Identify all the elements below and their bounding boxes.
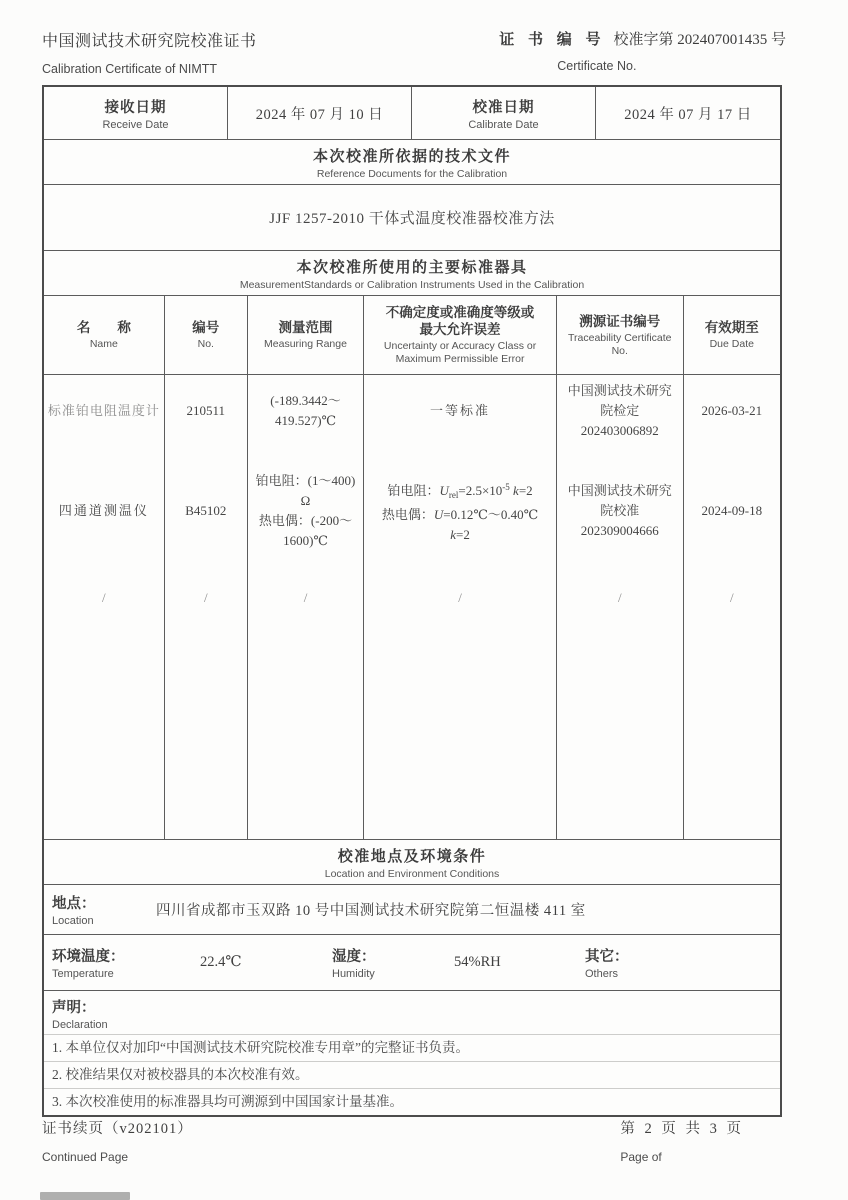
column-header-range-cn: 测量范围	[278, 320, 333, 335]
column-header-uncertainty-en: Uncertainty or Accuracy Class or Maximum Permissible Error	[383, 340, 537, 365]
standard2-trace-line2: 院校准	[600, 503, 640, 518]
column-header-traceability-en: Traceability Certificate No.	[568, 331, 672, 357]
calibrate-date-label-cell	[412, 87, 596, 139]
humidity-label-cn: 湿度：	[332, 949, 376, 965]
document-header	[42, 28, 786, 76]
column-header-range	[248, 296, 364, 374]
standard2-range-line2: Ω	[300, 493, 311, 508]
standard2-due: 2024-09-18	[701, 503, 763, 518]
document-title-cn: 中国测试技术研究院校准证书	[42, 33, 257, 50]
standard2-range-line4: 1600)℃	[283, 533, 328, 548]
temperature-label	[44, 945, 164, 980]
standard2-name: 四通道测温仪	[58, 503, 149, 518]
standard2-uncertainty-line3	[450, 525, 470, 545]
unc1-symbol: U	[439, 483, 449, 498]
column-header-due-date-cn: 有效期至	[704, 320, 759, 335]
range-column	[248, 375, 364, 839]
standard1-range-line1: (-189.3442～	[270, 393, 341, 408]
receive-date-value-cell	[228, 87, 412, 139]
receive-date-label-cn: 接收日期	[104, 99, 167, 116]
standard3-range: /	[303, 590, 308, 605]
temperature-label-en: Temperature	[52, 968, 114, 980]
temperature-label-cn: 环境温度：	[52, 949, 125, 965]
column-header-range-en: Measuring Range	[264, 338, 347, 350]
standard1-trace-line1: 中国测试技术研究	[567, 383, 672, 398]
standard2-uncertainty-line1	[387, 477, 532, 505]
certificate-number-label-en: Certificate No.	[557, 59, 637, 73]
unc1-subscript: rel	[448, 490, 459, 500]
declaration-item-2: 2. 校准结果仅对被校器具的本次校准有效。	[44, 1061, 780, 1088]
calibrate-date-value-cell	[596, 87, 780, 139]
standard1-trace-line2: 院检定	[600, 403, 640, 418]
humidity-label-en: Humidity	[332, 968, 375, 980]
location-label-cn: 地点：	[52, 896, 96, 912]
standards-table-body	[44, 374, 780, 839]
unc2-rest: =0.12℃～0.40℃	[443, 507, 539, 522]
dates-row	[44, 87, 780, 139]
certificate-number-value: 校准字第 202407001435 号	[613, 32, 786, 48]
unc2-symbol: U	[433, 507, 444, 522]
calibrate-date-value: 2024 年 07 月 17 日	[624, 106, 752, 123]
humidity-value: 54%RH	[454, 954, 501, 970]
standards-table-header	[44, 295, 780, 374]
continued-page-cn: 证书续页（v202101）	[42, 1121, 193, 1137]
reference-title-cn: 本次校准所依据的技术文件	[312, 149, 511, 165]
standard2-trace-line3: 202309004666	[580, 523, 659, 538]
standard3-no: /	[203, 590, 208, 605]
certificate-table	[42, 85, 782, 1117]
standard2-no: B45102	[185, 503, 227, 518]
uncertainty-column	[364, 375, 557, 839]
unc3-k: k	[450, 527, 457, 542]
scan-artifact	[40, 1192, 130, 1200]
footer-left	[42, 1117, 193, 1164]
no-column	[165, 375, 248, 839]
declaration-item-1: 1. 本单位仅对加印“中国测试技术研究院校准专用章”的完整证书负责。	[44, 1034, 780, 1061]
declaration-label-en: Declaration	[52, 1019, 108, 1031]
certificate-number-line	[499, 28, 786, 49]
column-header-name-cn: 名 称	[76, 320, 131, 335]
column-header-uncertainty-cn1: 不确定度或准确度等级或	[385, 305, 535, 320]
due-date-column	[684, 375, 780, 839]
page-number-cn: 第 2 页 共 3 页	[620, 1121, 744, 1137]
reference-title-en: Reference Documents for the Calibration	[316, 168, 508, 180]
footer-right	[620, 1117, 786, 1164]
humidity-label	[324, 945, 412, 980]
others-label	[577, 945, 780, 980]
unc1-k: k	[509, 483, 519, 498]
location-title-en: Location and Environment Conditions	[324, 868, 500, 880]
location-label	[44, 892, 156, 927]
reference-document: JJF 1257-2010 干体式温度校准器校准方法	[269, 211, 555, 227]
unc1-keq: =2	[518, 483, 533, 498]
location-title-cn: 校准地点及环境条件	[337, 849, 487, 865]
reference-document-row	[44, 184, 780, 250]
standards-title-en: MeasurementStandards or Calibration Instruments Used in the Calibration	[239, 279, 585, 291]
declaration-label-cn: 声明：	[52, 1000, 96, 1016]
column-header-no	[165, 296, 248, 374]
name-column	[44, 375, 165, 839]
location-section-header	[44, 839, 780, 884]
column-header-uncertainty-cn2: 最大允许误差	[419, 322, 501, 337]
column-header-no-cn: 编号	[192, 320, 220, 335]
standard1-no: 210511	[186, 403, 226, 418]
column-header-name	[44, 296, 165, 374]
receive-date-label-cell	[44, 87, 228, 139]
temperature-value: 22.4℃	[200, 954, 242, 970]
unc3-keq: =2	[456, 527, 470, 542]
column-header-traceability	[557, 296, 684, 374]
location-row	[44, 884, 780, 934]
environment-row	[44, 934, 780, 990]
standard1-name: 标准铂电阻温度计	[47, 403, 160, 418]
header-left	[42, 28, 257, 76]
unc1-prefix: 铂电阻：	[387, 483, 440, 498]
column-header-name-en: Name	[89, 338, 118, 350]
document-title-en: Calibration Certificate of NIMTT	[42, 62, 218, 76]
standards-title-cn: 本次校准所使用的主要标准器具	[296, 260, 528, 276]
continued-page-en: Continued Page	[42, 1150, 129, 1164]
receive-date-value: 2024 年 07 月 10 日	[255, 106, 384, 123]
standard3-due: /	[729, 590, 734, 605]
declaration-item-3: 3. 本次校准使用的标准器具均可溯源到中国国家计量基准。	[44, 1088, 780, 1115]
column-header-due-date	[684, 296, 780, 374]
standard2-range-line3: 热电偶：(-200～	[258, 513, 353, 528]
location-label-en: Location	[52, 915, 94, 927]
standard1-uncertainty: 一等标准	[430, 403, 491, 418]
unc1-superscript: -5	[502, 482, 510, 492]
certificate-number-label: 证 书 编 号	[499, 32, 606, 48]
standard1-range-line2: 419.527)℃	[274, 413, 337, 428]
receive-date-label-en: Receive Date	[102, 118, 169, 131]
standard1-due: 2026-03-21	[701, 403, 763, 418]
column-header-uncertainty	[364, 296, 557, 374]
reference-section-header	[44, 139, 780, 184]
standards-section-header	[44, 250, 780, 295]
others-label-cn: 其它：	[585, 949, 629, 965]
location-value: 四川省成都市玉双路 10 号中国测试技术研究院第二恒温楼 411 室	[156, 903, 586, 919]
standard2-trace-line1: 中国测试技术研究	[567, 483, 672, 498]
standard2-uncertainty-line2	[382, 505, 538, 525]
standard3-name: /	[102, 590, 106, 605]
column-header-due-date-en: Due Date	[709, 338, 754, 350]
page-number-en: Page of	[620, 1150, 662, 1164]
declaration-section	[44, 990, 780, 1115]
standard1-trace-line3: 202403006892	[580, 423, 659, 438]
unc1-mid: =2.5×10	[458, 483, 503, 498]
unc2-prefix: 热电偶：	[381, 507, 434, 522]
standard3-uncertainty: /	[458, 590, 462, 605]
calibrate-date-label-en: Calibrate Date	[468, 118, 539, 131]
standard3-trace: /	[617, 590, 622, 605]
calibrate-date-label-cn: 校准日期	[472, 99, 535, 116]
document-footer	[42, 1117, 786, 1164]
column-header-no-en: No.	[197, 338, 214, 350]
column-header-traceability-cn: 溯源证书编号	[579, 313, 661, 329]
certificate-number-block	[499, 28, 786, 73]
standard2-range-line1: 铂电阻：(1～400)	[255, 473, 356, 488]
declaration-header	[44, 994, 780, 1034]
traceability-column	[557, 375, 684, 839]
others-label-en: Others	[585, 968, 619, 980]
